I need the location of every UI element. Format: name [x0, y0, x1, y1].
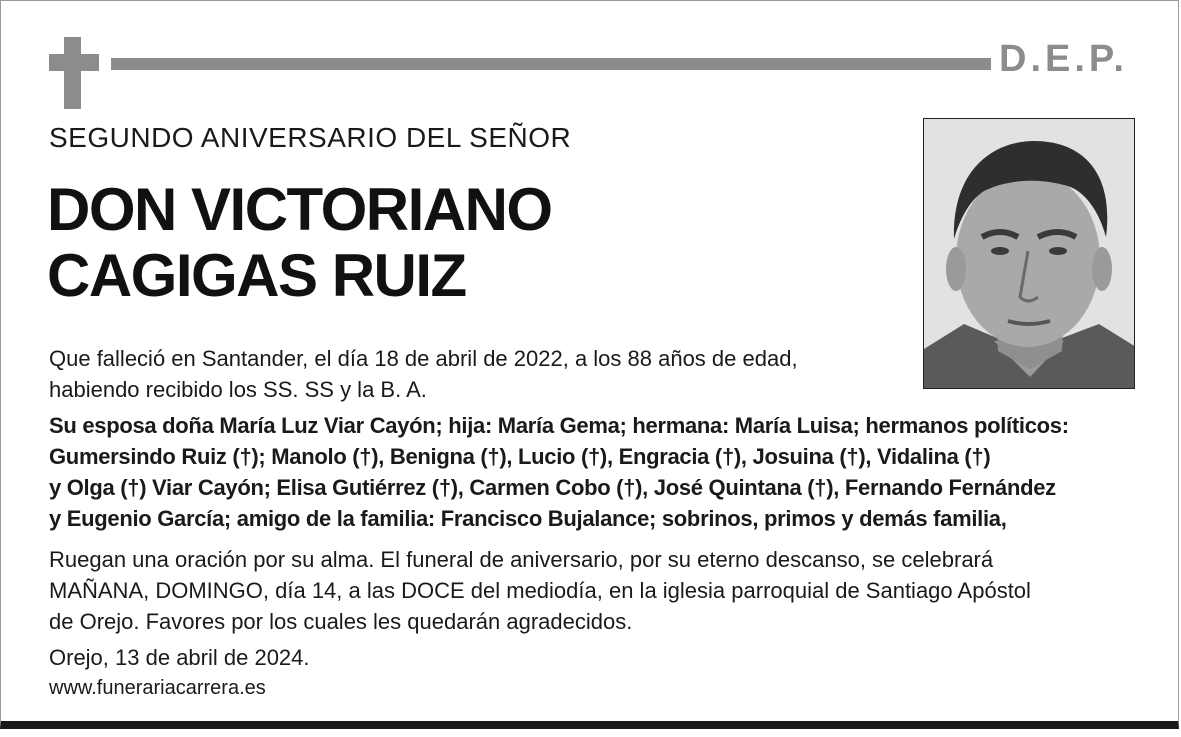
- header-rule: [111, 58, 991, 70]
- family-line-1: Su esposa doña María Luz Viar Cayón; hija: María Gema; hermana: María Luisa; hermanos políticos:: [49, 413, 1069, 438]
- family-line-3: y Olga (†) Viar Cayón; Elisa Gutiérrez (†), Carmen Cobo (†), José Quintana (†), Fernando Fernández: [49, 475, 1056, 500]
- portrait-photo: [923, 118, 1135, 389]
- death-line-1: Que falleció en Santander, el día 18 de abril de 2022, a los 88 años de edad,: [49, 346, 798, 371]
- death-notice: [49, 343, 909, 405]
- deceased-name: [47, 177, 867, 309]
- name-line-1: DON VICTORIANO: [47, 176, 552, 243]
- funeral-notice: [49, 544, 1149, 637]
- website-link[interactable]: www.funerariacarrera.es: [49, 677, 266, 699]
- name-line-2: CAGIGAS RUIZ: [47, 242, 466, 309]
- death-line-2: habiendo recibido los SS. SS y la B. A.: [49, 377, 427, 402]
- family-list: [49, 410, 1149, 534]
- funeral-line-3: de Orejo. Favores por los cuales les quedarán agradecidos.: [49, 609, 633, 634]
- dep-label: D.E.P.: [999, 38, 1128, 80]
- anniversary-subtitle: SEGUNDO ANIVERSARIO DEL SEÑOR: [49, 122, 572, 153]
- family-line-4: y Eugenio García; amigo de la familia: Francisco Bujalance; sobrinos, primos y demás familia,: [49, 506, 1007, 531]
- funeral-line-2: MAÑANA, DOMINGO, día 14, a las DOCE del mediodía, en la iglesia parroquial de Santiago Apóstol: [49, 578, 1031, 603]
- place-date: Orejo, 13 de abril de 2024.: [49, 645, 310, 670]
- family-line-2: Gumersindo Ruiz (†); Manolo (†), Benigna (†), Lucio (†), Engracia (†), Josuina (†), Vidalina (†): [49, 444, 991, 469]
- funeral-line-1: Ruegan una oración por su alma. El funeral de aniversario, por su eterno descanso, se celebrará: [49, 547, 994, 572]
